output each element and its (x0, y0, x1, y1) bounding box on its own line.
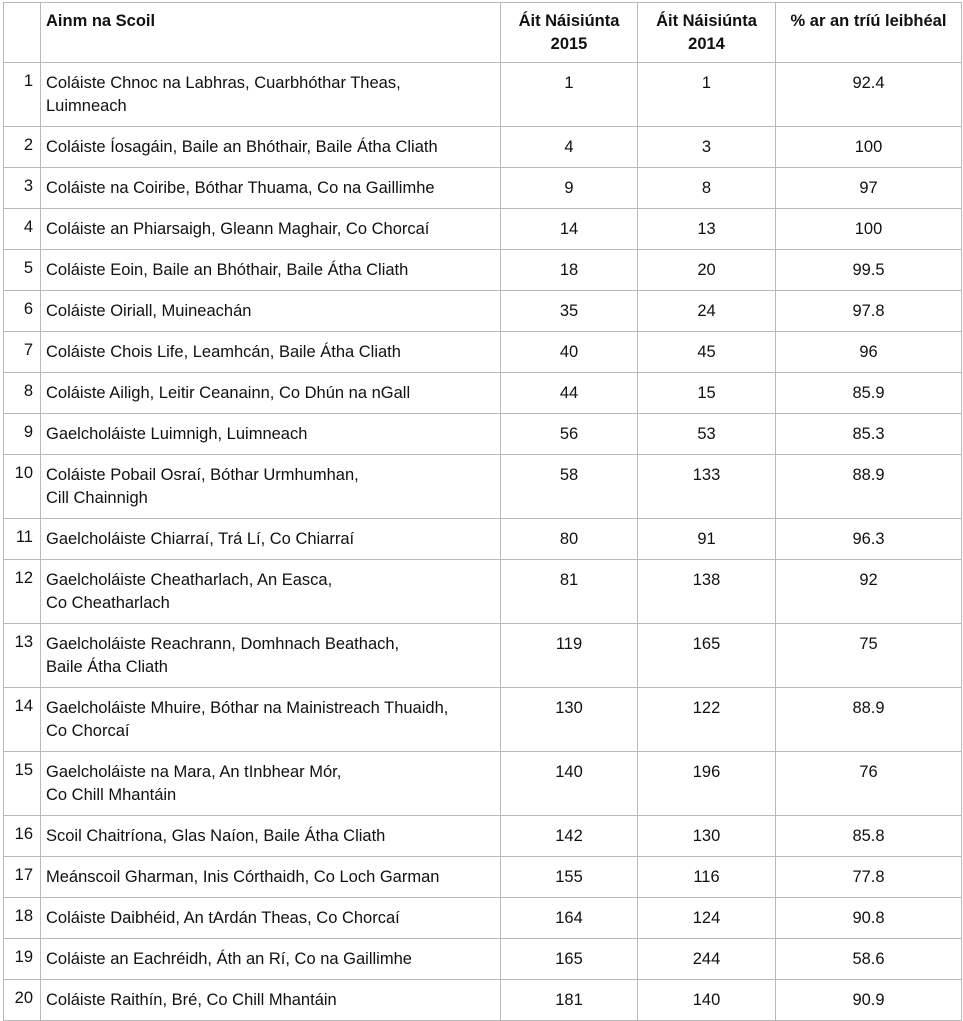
header-third-level-percent: % ar an tríú leibhéal (776, 3, 962, 63)
table-row (4, 816, 962, 857)
rank-2015: 18 (501, 250, 638, 291)
row-index: 5 (4, 250, 41, 291)
rank-2015: 80 (501, 519, 638, 560)
third-level-percent: 85.9 (776, 373, 962, 414)
third-level-percent: 92 (776, 560, 962, 624)
row-index: 3 (4, 168, 41, 209)
row-index: 20 (4, 980, 41, 1021)
third-level-percent: 85.3 (776, 414, 962, 455)
table-row (4, 373, 962, 414)
school-name: Coláiste Pobail Osraí, Bóthar Urmhumhan, Cill Chainnigh (41, 455, 501, 519)
third-level-percent: 88.9 (776, 455, 962, 519)
third-level-percent: 88.9 (776, 688, 962, 752)
row-index: 13 (4, 624, 41, 688)
row-index: 14 (4, 688, 41, 752)
rank-2014: 24 (638, 291, 776, 332)
third-level-percent: 90.9 (776, 980, 962, 1021)
rank-2015: 14 (501, 209, 638, 250)
rank-2015: 155 (501, 857, 638, 898)
rank-2015: 181 (501, 980, 638, 1021)
rank-2015: 142 (501, 816, 638, 857)
school-name: Coláiste Oiriall, Muineachán (41, 291, 501, 332)
rank-2014: 140 (638, 980, 776, 1021)
table-row (4, 63, 962, 127)
school-name: Gaelcholáiste Cheatharlach, An Easca, Co Cheatharlach (41, 560, 501, 624)
row-index: 4 (4, 209, 41, 250)
rank-2014: 8 (638, 168, 776, 209)
school-name: Gaelcholáiste Chiarraí, Trá Lí, Co Chiarraí (41, 519, 501, 560)
rank-2014: 130 (638, 816, 776, 857)
third-level-percent: 99.5 (776, 250, 962, 291)
rank-2015: 35 (501, 291, 638, 332)
school-name: Coláiste Eoin, Baile an Bhóthair, Baile Átha Cliath (41, 250, 501, 291)
row-index: 10 (4, 455, 41, 519)
rank-2015: 119 (501, 624, 638, 688)
table-row (4, 250, 962, 291)
rank-2014: 124 (638, 898, 776, 939)
school-name: Coláiste Chois Life, Leamhcán, Baile Átha Cliath (41, 332, 501, 373)
third-level-percent: 97.8 (776, 291, 962, 332)
school-name: Coláiste Íosagáin, Baile an Bhóthair, Baile Átha Cliath (41, 127, 501, 168)
school-name: Coláiste an Phiarsaigh, Gleann Maghair, Co Chorcaí (41, 209, 501, 250)
rank-2014: 20 (638, 250, 776, 291)
table-row (4, 980, 962, 1021)
table-row (4, 560, 962, 624)
table-row (4, 752, 962, 816)
table-row (4, 332, 962, 373)
row-index: 7 (4, 332, 41, 373)
row-index: 11 (4, 519, 41, 560)
table-row (4, 688, 962, 752)
school-name: Gaelcholáiste Mhuire, Bóthar na Mainistreach Thuaidh, Co Chorcaí (41, 688, 501, 752)
third-level-percent: 92.4 (776, 63, 962, 127)
third-level-percent: 75 (776, 624, 962, 688)
rank-2015: 40 (501, 332, 638, 373)
rank-2014: 13 (638, 209, 776, 250)
school-name: Coláiste an Eachréidh, Áth an Rí, Co na Gaillimhe (41, 939, 501, 980)
rank-2014: 91 (638, 519, 776, 560)
school-name: Coláiste na Coiribe, Bóthar Thuama, Co na Gaillimhe (41, 168, 501, 209)
rank-2015: 4 (501, 127, 638, 168)
rank-2015: 56 (501, 414, 638, 455)
rank-2014: 116 (638, 857, 776, 898)
school-ranking-table-wrapper (3, 2, 962, 1021)
row-index: 16 (4, 816, 41, 857)
table-row (4, 209, 962, 250)
table-row (4, 898, 962, 939)
rank-2015: 165 (501, 939, 638, 980)
table-row (4, 291, 962, 332)
third-level-percent: 90.8 (776, 898, 962, 939)
table-row (4, 624, 962, 688)
rank-2014: 45 (638, 332, 776, 373)
row-index: 15 (4, 752, 41, 816)
school-name: Gaelcholáiste Luimnigh, Luimneach (41, 414, 501, 455)
row-index: 19 (4, 939, 41, 980)
header-index (4, 3, 41, 63)
rank-2015: 1 (501, 63, 638, 127)
rank-2014: 122 (638, 688, 776, 752)
rank-2014: 133 (638, 455, 776, 519)
third-level-percent: 77.8 (776, 857, 962, 898)
table-row (4, 168, 962, 209)
rank-2015: 140 (501, 752, 638, 816)
table-row (4, 127, 962, 168)
rank-2015: 58 (501, 455, 638, 519)
school-name: Meánscoil Gharman, Inis Córthaidh, Co Loch Garman (41, 857, 501, 898)
third-level-percent: 100 (776, 127, 962, 168)
header-school-name: Ainm na Scoil (41, 3, 501, 63)
third-level-percent: 76 (776, 752, 962, 816)
school-name: Coláiste Raithín, Bré, Co Chill Mhantáin (41, 980, 501, 1021)
row-index: 18 (4, 898, 41, 939)
table-body (4, 63, 962, 1021)
row-index: 6 (4, 291, 41, 332)
table-row (4, 414, 962, 455)
school-name: Gaelcholáiste na Mara, An tInbhear Mór, Co Chill Mhantáin (41, 752, 501, 816)
row-index: 2 (4, 127, 41, 168)
school-name: Scoil Chaitríona, Glas Naíon, Baile Átha Cliath (41, 816, 501, 857)
row-index: 12 (4, 560, 41, 624)
third-level-percent: 58.6 (776, 939, 962, 980)
school-name: Coláiste Ailigh, Leitir Ceanainn, Co Dhún na nGall (41, 373, 501, 414)
school-ranking-table (3, 2, 962, 1021)
table-row (4, 519, 962, 560)
rank-2014: 15 (638, 373, 776, 414)
header-rank-2015: Áit Náisiúnta 2015 (501, 3, 638, 63)
third-level-percent: 100 (776, 209, 962, 250)
third-level-percent: 85.8 (776, 816, 962, 857)
row-index: 17 (4, 857, 41, 898)
rank-2014: 138 (638, 560, 776, 624)
rank-2015: 164 (501, 898, 638, 939)
rank-2015: 130 (501, 688, 638, 752)
rank-2014: 244 (638, 939, 776, 980)
rank-2014: 53 (638, 414, 776, 455)
row-index: 1 (4, 63, 41, 127)
rank-2014: 196 (638, 752, 776, 816)
school-name: Coláiste Chnoc na Labhras, Cuarbhóthar Theas, Luimneach (41, 63, 501, 127)
table-row (4, 857, 962, 898)
row-index: 8 (4, 373, 41, 414)
school-name: Coláiste Daibhéid, An tArdán Theas, Co Chorcaí (41, 898, 501, 939)
rank-2015: 81 (501, 560, 638, 624)
rank-2014: 3 (638, 127, 776, 168)
school-name: Gaelcholáiste Reachrann, Domhnach Beathach, Baile Átha Cliath (41, 624, 501, 688)
rank-2014: 165 (638, 624, 776, 688)
rank-2015: 9 (501, 168, 638, 209)
header-rank-2014: Áit Náisiúnta 2014 (638, 3, 776, 63)
third-level-percent: 96.3 (776, 519, 962, 560)
table-row (4, 939, 962, 980)
header-row (4, 3, 962, 63)
table-row (4, 455, 962, 519)
rank-2015: 44 (501, 373, 638, 414)
row-index: 9 (4, 414, 41, 455)
third-level-percent: 97 (776, 168, 962, 209)
rank-2014: 1 (638, 63, 776, 127)
third-level-percent: 96 (776, 332, 962, 373)
